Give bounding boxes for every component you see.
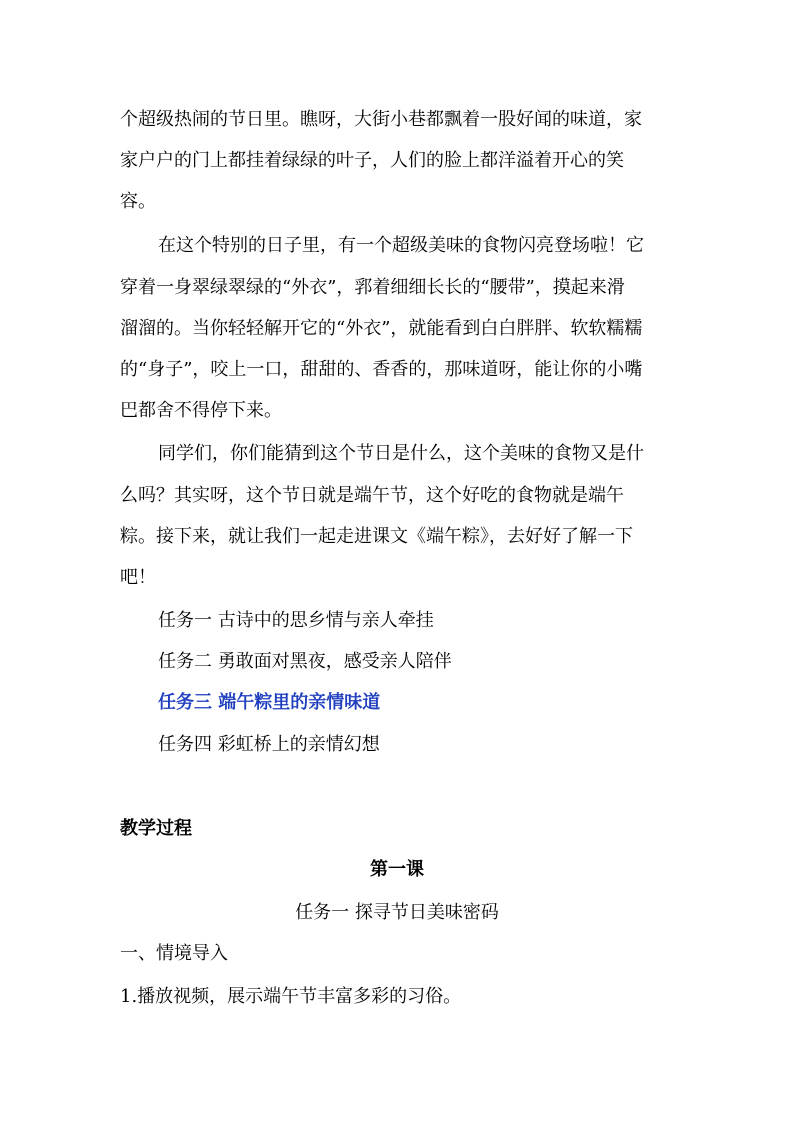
paragraph-line: 同学们，你们能猜到这个节日是什么，这个美味的食物又是什 xyxy=(158,443,644,464)
paragraph-line: 穿着一身翠绿翠绿的“外衣”，郛着细细长长的“腰带”，摸起来滑 xyxy=(120,277,625,298)
paragraph-line: 在这个特别的日子里，有一个超级美味的食物闪亮登场啦！它 xyxy=(158,235,644,256)
paragraph-line: 么吗？其实呀，这个节日就是端午节，这个好吃的食物就是端午 xyxy=(120,485,624,506)
paragraph-line: 吧！ xyxy=(120,567,156,588)
paragraph-line: 溜溜的。当你轻轻解开它的“外衣”，就能看到白白胖胖、软软糯糯 xyxy=(120,318,643,339)
task-item-4: 任务四 彩虹桥上的亲情幻想 xyxy=(158,734,380,755)
paragraph-line: 粽。接下来，就让我们一起走进课文《端午粽》，去好好了解一下 xyxy=(120,526,633,547)
task-item-1: 任务一 古诗中的思乡情与亲人牵挂 xyxy=(158,610,434,631)
paragraph-line: 巴都舍不得停下来。 xyxy=(120,400,282,421)
task-title: 任务一 探寻节日美味密码 xyxy=(295,902,499,923)
paragraph-line: 个超级热闹的节日里。瞧呀，大街小巷都飘着一股好闻的味道，家 xyxy=(120,109,642,130)
subsection-heading: 一、情境导入 xyxy=(120,943,228,964)
task-item-3-highlighted: 任务三 端午粽里的亲情味道 xyxy=(158,692,381,713)
lesson-title: 第一课 xyxy=(370,859,424,880)
section-heading: 教学过程 xyxy=(120,818,192,839)
task-item-2: 任务二 勇敢面对黑夜，感受亲人陪伴 xyxy=(158,651,452,672)
paragraph-line: 家户户的门上都挂着绿绿的叶子，人们的脸上都洋溢着开心的笑 xyxy=(120,150,624,171)
list-item: 1.播放视频，展示端午节丰富多彩的习俗。 xyxy=(120,986,462,1007)
paragraph-line: 容。 xyxy=(120,191,156,212)
paragraph-line: 的“身子”，咬上一口，甜甜的、香香的，那味道呀，能让你的小嘴 xyxy=(120,359,643,380)
